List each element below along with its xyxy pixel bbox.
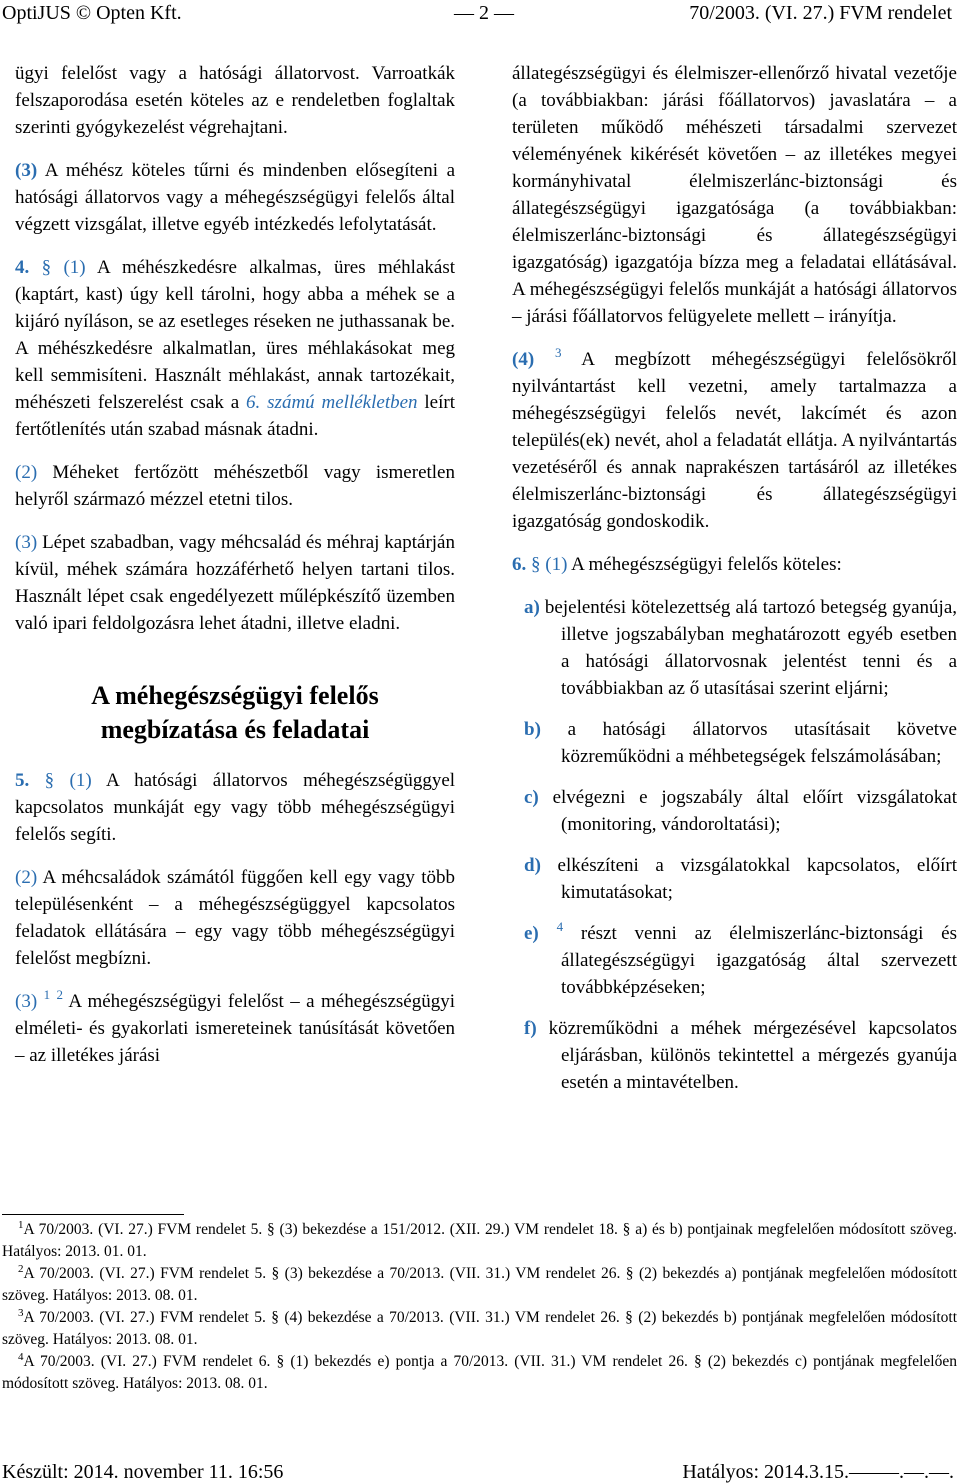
section-4-paragraph-3 bbox=[15, 529, 455, 637]
section-5-paragraph-4 bbox=[512, 346, 957, 535]
footnote-ref-2[interactable]: 2 bbox=[56, 987, 63, 1002]
paragraph-text: Lépet szabadban, vagy méhcsalád és méhraj kaptárján kívül, méhek számára hozzáférhető helyen tartani tilos. Használt lépet csak engedélyezett műlépkészítő üzemben való ipari feldolgozásra lehet átadni, illetve eladni. bbox=[15, 532, 455, 634]
paragraph-text: A méhész köteles tűrni és mindenben elősegíteni a hatósági állatorvos vagy a méhegészségügyi felelős által végzett vizsgálat, illetve egyéb intézkedés lefolytatását. bbox=[15, 160, 456, 235]
footnote bbox=[2, 1351, 957, 1395]
header-page-number: — 2 — bbox=[454, 2, 514, 24]
paragraph-text: A méhegészségügyi felelőst – a méhegészségügyi elméleti- és gyakorlati ismereteinek tanúsítását követően – az illetékes járási bbox=[15, 991, 456, 1066]
footnote-number: 3 bbox=[18, 1307, 24, 1319]
section-4-paragraph-2 bbox=[15, 459, 455, 513]
footnote-text: A 70/2003. (VI. 27.) FVM rendelet 6. § (1) bekezdés e) pontja a 70/2013. (VII. 31.) VM rendelet 26. § (2) bekezdés c) pontjának megfelelően módosított szöveg. Hatályos: 2013. 08. 01. bbox=[2, 1353, 957, 1392]
list-item bbox=[524, 920, 957, 1001]
section-5-paragraph-3 bbox=[15, 988, 455, 1069]
point-label[interactable]: e) bbox=[524, 923, 539, 944]
paragraph-continuation: ügyi felelőst vagy a hatósági állatorvost. Varroatkák felszaporodása esetén köteles az e rendeletben foglaltak szerinti gyógykezelést végrehajtani. bbox=[15, 63, 455, 138]
footnotes bbox=[2, 1219, 957, 1395]
section-sign[interactable]: § bbox=[531, 554, 541, 575]
point-label[interactable]: a) bbox=[524, 597, 540, 618]
footnote-number: 4 bbox=[18, 1351, 24, 1363]
footnote-number: 1 bbox=[18, 1219, 24, 1231]
section-number[interactable]: 6. bbox=[512, 554, 527, 575]
list-item bbox=[524, 1015, 957, 1096]
footnote bbox=[2, 1219, 957, 1263]
point-label[interactable]: c) bbox=[524, 787, 539, 808]
footer-created: Készült: 2014. november 11. 16:56 bbox=[2, 1461, 284, 1483]
section-sign[interactable]: § bbox=[41, 257, 52, 278]
annex-6-link[interactable]: 6. számú mellékletben bbox=[246, 392, 418, 413]
section-5-paragraph-2 bbox=[15, 864, 455, 972]
paragraph-number[interactable]: (4) bbox=[512, 349, 535, 370]
section-4-paragraph-1 bbox=[15, 254, 455, 443]
point-list bbox=[512, 594, 957, 1096]
point-text: a hatósági állatorvos utasításait követve közreműködni a méhbetegségek felszámolásában; bbox=[561, 719, 957, 767]
list-item bbox=[524, 784, 957, 838]
list-item bbox=[524, 594, 957, 702]
point-label[interactable]: b) bbox=[524, 719, 541, 740]
footnote-ref-3[interactable]: 3 bbox=[554, 345, 562, 360]
point-text: közreműködni a méhek mérgezésével kapcsolatos eljárásban, különös tekintettel a mérgezés gyanúja esetén a mintavételben. bbox=[548, 1018, 957, 1093]
header-regulation-title: 70/2003. (VI. 27.) FVM rendelet bbox=[689, 2, 952, 24]
paragraph-text: Méheket fertőzött méhészetből vagy ismeretlen helyről származó mézzel etetni tilos. bbox=[15, 462, 455, 510]
point-label[interactable]: d) bbox=[524, 855, 541, 876]
paragraph-text: A méhészkedésre alkalmas, üres méhlakást (kaptárt, kast) úgy kell tárolni, hogy abba a méhek se a kijáró nyíláson, se az esetleges réseken ne juthassanak be. A méhészkedésre alkalmatlan, üres méhlakásokat meg kell semmisíteni. Használt méhlakást, annak tartozékait, méhészeti felszerelést csak a bbox=[15, 257, 456, 413]
section-sign[interactable]: § bbox=[44, 770, 55, 791]
section-heading bbox=[15, 679, 455, 747]
footnote bbox=[2, 1307, 957, 1351]
footnote-text: A 70/2003. (VI. 27.) FVM rendelet 5. § (3) bekezdése a 70/2013. (VII. 31.) VM rendelet 26. § (2) bekezdés a) pontjának megfelelően módosított szöveg. Hatályos: 2013. 08. 01. bbox=[2, 1265, 957, 1304]
point-label[interactable]: f) bbox=[524, 1018, 537, 1039]
paragraph-number[interactable]: (3) bbox=[15, 160, 38, 181]
paragraph-number[interactable]: (1) bbox=[545, 554, 568, 575]
footnote-number: 2 bbox=[18, 1263, 24, 1275]
paragraph-number[interactable]: (1) bbox=[63, 257, 86, 278]
point-text: bejelentési kötelezettség alá tartozó betegség gyanúja, illetve jogszabályban meghatározott egyéb esetben a hatósági állatorvosnak jelentést tenni és a továbbiakban az ő utasításai szerint eljárni; bbox=[544, 597, 958, 699]
paragraph-text: A megbízott méhegészségügyi felelősökről nyilvántartást kell vezetni, amely tartalmazza a méhegészségügyi felelős nevét, lakcímét és azon település(ek) nevét, ahol a feladatát ellátja. A nyilvántartás vezetéséről és annak naprakészen tartásáról az illetékes élelmiszerlánc-biztonsági és állategészségügyi igazgatóság gondoskodik. bbox=[512, 349, 958, 532]
heading-line-1: A méhegészségügyi felelős bbox=[91, 681, 379, 710]
paragraph-continuation: állategészségügyi és élelmiszer-ellenőrző hivatal vezetője (a továbbiakban: járási főállatorvos) javaslatára – a területen működő méhészeti társadalmi szervezet véleményének kikérését követően – az illetékes megyei kormányhivatal élelmiszerlánc-biztonsági és állategészségügyi igazgatósága (a továbbiakban: élelmiszerlánc-biztonsági és állategészségügyi igazgatóság) igazgatója bízza meg a feladatai ellátásával. A méhegészségügyi felelős munkáját a hatósági állatorvos – járási főállatorvos felügyelete mellett – irányítja. bbox=[512, 63, 957, 327]
footnote-ref-4[interactable]: 4 bbox=[556, 919, 564, 934]
paragraph-number[interactable]: (3) bbox=[15, 991, 38, 1012]
footnote-text: A 70/2003. (VI. 27.) FVM rendelet 5. § (3) bekezdése a 151/2012. (XII. 29.) VM rendelet 18. § a) és b) pontjainak megfelelően módosított szöveg. Hatályos: 2013. 01. 01. bbox=[2, 1221, 957, 1260]
point-text: elvégezni e jogszabály által előírt vizsgálatokat (monitoring, vándoroltatási); bbox=[552, 787, 958, 835]
footnote-text: A 70/2003. (VI. 27.) FVM rendelet 5. § (4) bekezdése a 70/2013. (VII. 31.) VM rendelet 26. § (2) bekezdés b) pontjának megfelelően módosított szöveg. Hatályos: 2013. 08. 01. bbox=[2, 1309, 957, 1348]
paragraph-number[interactable]: (2) bbox=[15, 867, 38, 888]
paragraph-3-4 bbox=[15, 157, 455, 238]
page-header bbox=[0, 0, 960, 30]
list-item bbox=[524, 716, 957, 770]
section-number[interactable]: 4. bbox=[15, 257, 30, 278]
paragraph-text-end: leírt fertőtlenítés után szabad másnak átadni. bbox=[15, 392, 455, 440]
right-column bbox=[512, 60, 957, 1110]
page-footer bbox=[0, 1458, 960, 1484]
heading-line-2: megbízatása és feladatai bbox=[100, 715, 370, 744]
point-text: részt venni az élelmiszerlánc-biztonsági és állategészségügyi igazgatóság által szervezett továbbképzéseken; bbox=[561, 923, 958, 998]
paragraph-number[interactable]: (3) bbox=[15, 532, 38, 553]
footer-effective: Hatályos: 2014.3.15.–––––.––.––. bbox=[682, 1461, 954, 1483]
section-number[interactable]: 5. bbox=[15, 770, 30, 791]
footnote-ref-1[interactable]: 1 bbox=[43, 987, 51, 1002]
footnote-divider bbox=[2, 1214, 184, 1215]
list-item bbox=[524, 852, 957, 906]
paragraph-text: A méhcsaládok számától függően kell egy vagy több településenként – a méhegészségüggyel kapcsolatos feladatok ellátására – egy vagy több méhegészségügyi felelőst megbízni. bbox=[15, 867, 455, 969]
section-5-paragraph-1 bbox=[15, 767, 455, 848]
point-text: elkészíteni a vizsgálatokkal kapcsolatos, előírt kimutatásokat; bbox=[557, 855, 957, 903]
paragraph-number[interactable]: (2) bbox=[15, 462, 38, 483]
section-6-paragraph-1 bbox=[512, 551, 957, 578]
footnote bbox=[2, 1263, 957, 1307]
paragraph-text: A méhegészségügyi felelős köteles: bbox=[571, 554, 842, 575]
paragraph-text: A hatósági állatorvos méhegészségüggyel kapcsolatos munkáját egy vagy több méhegészségügyi felelős segíti. bbox=[15, 770, 456, 845]
header-publisher: OptiJUS © Opten Kft. bbox=[2, 2, 182, 24]
left-column bbox=[15, 60, 455, 1085]
paragraph-number[interactable]: (1) bbox=[69, 770, 92, 791]
